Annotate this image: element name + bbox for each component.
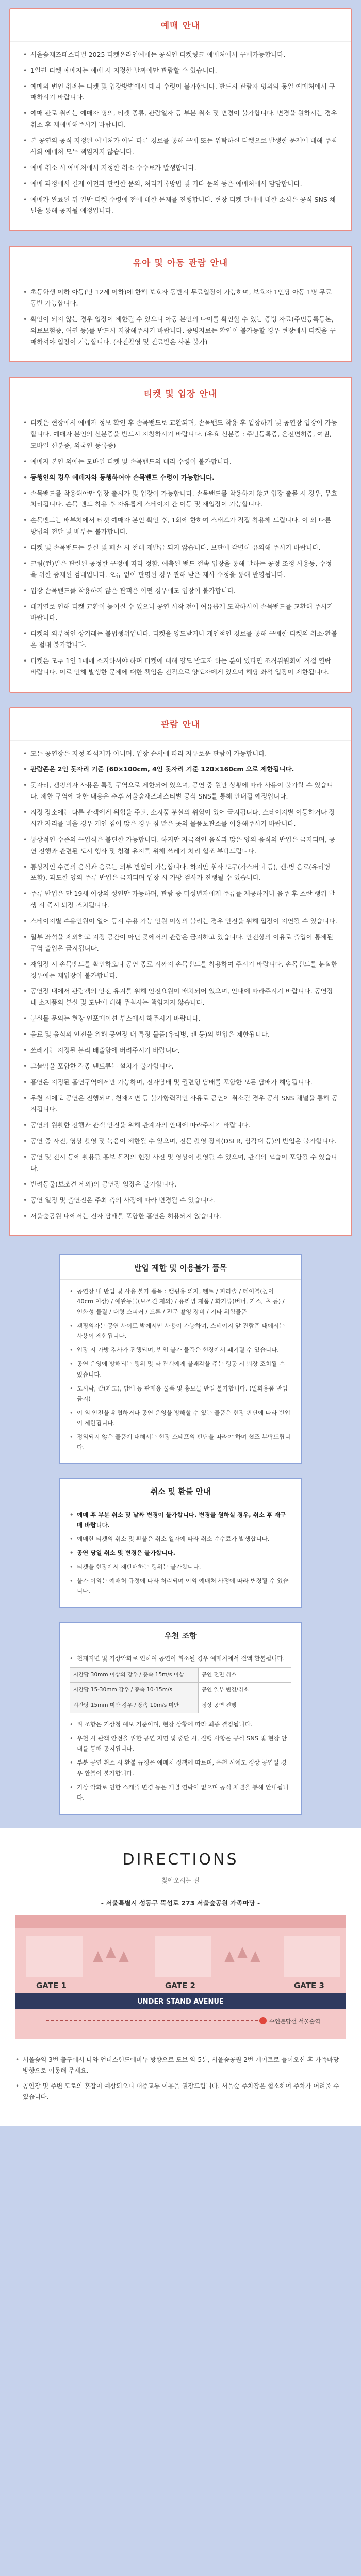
- list-item: • 예매의 변인 취례는 티켓 및 입장방법에서 대리 수령이 불가합니다. 반드시 관람자 명의와 동일 예매처에서 구매하시기 바랍니다.: [23, 81, 338, 104]
- gate-3-label: GATE 3: [294, 1981, 324, 1991]
- viewing-header: [10, 708, 351, 741]
- list-item: • 모든 공연장은 지정 좌석제가 아니며, 입장 순서에 따라 자유로운 관람이 가능합니다.: [23, 748, 338, 759]
- table-row: [70, 1667, 291, 1682]
- criteria-cell: 시간당 30mm 이상의 강우 / 풍속 15m/s 이상: [70, 1667, 199, 1682]
- rain-box: [59, 1622, 302, 1815]
- kids-list: [23, 286, 338, 347]
- viewing-section: [9, 707, 352, 1237]
- list-item: • 천재지변 및 기상악화로 인하여 공연이 취소될 경우 예매처에서 전액 환불됩니다.: [70, 1653, 291, 1664]
- list-item: • 돗자리, 캠핑의자 사용은 특정 구역으로 제한되어 있으며, 공연 중 원만 상황에 따라 사용이 불가할 수 있습니다. 제한 구역에 대한 내용은 추후 서울숲재즈페스티벌 공식 SNS를 통해 안내될 예정입니다.: [23, 779, 338, 802]
- list-item: • 1일권 티켓 예매자는 예매 시 지정한 날짜에만 관람할 수 있습니다.: [23, 65, 338, 76]
- list-item: • 캠핑의자는 공연 사이트 밖에서만 사용이 가능하며, 스테이지 앞 관람존 내에서는 사용이 제한됩니다.: [70, 1320, 291, 1341]
- reservation-section: [9, 8, 352, 231]
- list-item: • 티켓을 현장에서 재판매하는 행위는 불가합니다.: [70, 1562, 291, 1572]
- list-item: • 확인이 되지 않는 경우 입장이 제한될 수 있으니 아동 본인의 나이를 확인할 수 있는 증빙 자료(주민등록등본, 의료보험증, 여권 등)를 반드시 지참해주시기 바랍니다. 증빙자료는 확인이 불가능할 경우 현장에서 티켓을 구매하셔야 입장이 가능합니다. (사진촬영 및 진료받은 사본 불가): [23, 314, 338, 348]
- map-top-band: [15, 1915, 346, 1928]
- rain-list: [70, 1653, 291, 1664]
- gate-2-label: GATE 2: [165, 1981, 195, 1991]
- list-item: • 서울숲역 3번 출구에서 나와 언더스탠드에비뉴 방향으로 도보 약 5분, 서울숲공원 2번 게이트로 들어오신 후 가족마당 방향으로 이동해 주세요.: [15, 2055, 346, 2076]
- action-cell: 정상 공연 진행: [198, 1698, 291, 1713]
- rain-title: 우천 조항: [60, 1623, 301, 1647]
- list-item: • 흡연은 지정된 흡연구역에서만 가능하며, 전자담배 및 궐련형 담배를 포함한 모든 담배가 해당됩니다.: [23, 1077, 338, 1088]
- list-item: • 예매 관로 취례는 예매자 명의, 티켓 종류, 관람일자 등 부분 취소 및 변경이 불가합니다. 변경을 원하시는 경우 취소 후 재예매해주시기 바랍니다.: [23, 108, 338, 130]
- list-item: • 불가 이외는 예매처 규정에 따라 처리되며 이외 예매처 사정에 따라 변경될 수 있습니다.: [70, 1575, 291, 1596]
- list-item: • 관람존은 2인 돗자리 기준 (60×100cm, 4인 돗자리 기준 120×160cm 으로 제한됩니다.: [23, 764, 338, 775]
- prohibited-title: 반입 제한 및 이용불가 품목: [60, 1255, 301, 1279]
- list-item: • 입장 시 가방 검사가 진행되며, 반입 불가 물품은 현장에서 폐기될 수 있습니다.: [70, 1345, 291, 1355]
- ticket-list: [23, 417, 338, 678]
- action-cell: 공연 일부 변경/취소: [198, 1683, 291, 1698]
- prohibited-box: [59, 1254, 302, 1464]
- list-item: • 서울숲재즈페스티벌 2025 티켓온라인예매는 공식인 티켓링크 예매처에서 구매가능합니다.: [23, 49, 338, 60]
- list-item: • 스테이지별 수용인원이 일어 등시 수용 가능 인원 이상의 불리는 경우 안전을 위해 입장이 지연될 수 있습니다.: [23, 916, 338, 927]
- list-item: • 쓰레기는 지정된 분리 배출함에 버려주시기 바랍니다.: [23, 1045, 338, 1056]
- directions-section: [0, 1828, 361, 2126]
- list-item: • 위 조항은 기상청 예보 기준이며, 현장 상황에 따라 최종 결정됩니다.: [70, 1719, 291, 1730]
- refund-list: [70, 1510, 291, 1597]
- kids-section: [9, 246, 352, 362]
- list-item: • 음료 및 음식의 안전을 위해 공연장 내 특정 물품(유리병, 캔 등)의 반입은 제한됩니다.: [23, 1029, 338, 1040]
- list-item: • 공연 운영에 방해되는 행위 및 타 관객에게 불쾌감을 주는 행동 시 퇴장 조치될 수 있습니다.: [70, 1359, 291, 1379]
- ticket-header: [10, 378, 351, 410]
- list-item: • 정의되지 않은 물품에 대해서는 현장 스태프의 판단을 따라야 하며 협조 부탁드립니다.: [70, 1432, 291, 1452]
- list-item: • 예매 후 부분 취소 및 날짜 변경이 불가합니다. 변경을 원하실 경우, 취소 후 재구매 바랍니다.: [70, 1510, 291, 1530]
- list-item: • 예매 과정에서 결제 이전과 관련한 문의, 처리기록방법 및 기타 문의 등은 예매처에서 담당합니다.: [23, 178, 338, 190]
- list-item: • 공연 및 전시 등에 활용될 홍보 목적의 현장 사진 및 영상이 촬영될 수 있으며, 관객의 모습이 포함될 수 있습니다.: [23, 1151, 338, 1174]
- map-svg: [15, 1915, 346, 2039]
- list-item: • 공연장 내에서 관람객의 안전 유지를 위해 안전요원이 배치되어 있으며, 안내에 따라주시기 바랍니다. 공연장 내 소지품의 분실 및 도난에 대해 주최사는 책임지지 않습니다.: [23, 986, 338, 1008]
- list-item: • 입장 손목밴드를 착용하지 않은 관객은 어떤 경우에도 입장이 불가합니다.: [23, 585, 338, 597]
- list-item: • 티켓은 현장에서 예매자 정보 확인 후 손목밴드로 교환되며, 손목밴드 착용 후 입장하기 및 공연장 입장이 가능합니다. 예매자 본인의 신분증을 반드시 지참하시기 바랍니다. (유효 신분증 : 주민등록증, 운전면허증, 여권, 모바일 신분증, 외국인 등록증): [23, 417, 338, 451]
- viewing-list: [23, 748, 338, 1222]
- list-item: • 대기열로 인해 티켓 교환이 늦어질 수 있으니 공연 시작 전에 여유롭게 도착하시어 손목밴드를 교환해 주시기 바랍니다.: [23, 601, 338, 624]
- list-item: • 재입장 시 손목밴드를 확인하오니 공연 종료 시까지 손목밴드를 착용하여 주시기 바랍니다. 손목밴드를 분실한 경우에는 재입장이 불가합니다.: [23, 959, 338, 981]
- directions-title: DIRECTIONS: [122, 1850, 239, 1869]
- directions-subtitle: 찾아오시는 길: [161, 1877, 200, 1885]
- list-item: • 동행인의 경우 예매자와 동행하여야 손목밴드 수령이 가능합니다.: [23, 472, 338, 483]
- list-item: • 공연장 내 반입 및 사용 불가 품목 : 캠핑용 의자, 텐트 / 파라솔 / 테이블(높이 40cm 이상) / 애완동물(보조견 제외) / 유리병 제품 / 화기류(버너, 가스, 초 등) / 인화성 물질 / 대형 스피커 / 드론 / 전문 촬영 장비 / 기타 위험물품: [70, 1286, 291, 1317]
- rain-notes-list: [70, 1719, 291, 1803]
- list-item: • 공연의 원활한 진행과 관객 안전을 위해 관계자의 안내에 따라주시기 바랍니다.: [23, 1120, 338, 1131]
- policy-boxes: [0, 1251, 361, 1815]
- reservation-title: 예매 안내: [160, 21, 201, 31]
- reservation-header: [10, 9, 351, 42]
- list-item: • 예매자 본인 외에는 모바일 티켓 및 손목밴드의 대리 수령이 불가합니다.: [23, 456, 338, 467]
- ticket-section: [9, 377, 352, 692]
- table-row: [70, 1698, 291, 1713]
- list-item: • 이 외 안전을 위협하거나 공연 운영을 방해할 수 있는 물품은 현장 판단에 따라 반입이 제한됩니다.: [70, 1408, 291, 1428]
- list-item: • 서울숲공원 내에서는 전자 담배를 포함한 흡연은 허용되지 않습니다.: [23, 1211, 338, 1222]
- rain-criteria-table: [70, 1667, 291, 1713]
- list-item: • 티켓 및 손목밴드는 분실 및 훼손 시 절대 재발급 되지 않습니다. 보관에 각별히 유의해 주시기 바랍니다.: [23, 542, 338, 553]
- viewing-title: 관람 안내: [160, 719, 201, 730]
- action-cell: 공연 전면 취소: [198, 1667, 291, 1682]
- list-item: • 분실물 문의는 현장 인포메이션 부스에서 해주시기 바랍니다.: [23, 1013, 338, 1024]
- station-label: 수인분당선 서울숲역: [269, 2018, 321, 2025]
- table-row: [70, 1683, 291, 1698]
- directions-notes: [15, 2055, 346, 2103]
- station-marker-icon: [259, 2017, 267, 2024]
- map-block-3: [284, 1936, 340, 1977]
- list-item: • 통상적인 수준의 음식과 음료는 외부 반입이 가능합니다. 하지만 취사 도구(가스버너 등), 캔·병 음료(유리병 포함), 과도한 양의 주류 반입은 금지되며 입장 시 가방 검사가 진행될 수 있습니다.: [23, 861, 338, 884]
- list-item: • 손목밴드를 착용해야만 입장 출시가 및 입장이 가능합니다. 손목밴드를 착용하지 않고 입장 출몰 시 경우, 무효 처리됩니다. 손목 밴드 착용 후 자유롭게 스테이지 간 이동 및 재입장이 가능합니다.: [23, 488, 338, 511]
- list-item: • 부분 공연 취소 시 환불 규정은 예매처 정책에 따르며, 우천 시에도 정상 공연일 경우 환불이 불가합니다.: [70, 1757, 291, 1778]
- list-item: • 지정 장소에는 다른 관객에게 위협을 주고, 소지품 분실의 위험이 있어 금지됩니다. 스테이지별 이동하거나 장시간 자리를 비울 경우 개인 짐이 많은 경우 짐 맡은 곳의 물품보관소를 이용해주시기 바랍니다.: [23, 807, 338, 829]
- directions-address: - 서울특별시 성동구 뚝섬로 273 서울숲공원 가족마당 -: [101, 1899, 260, 1907]
- ticket-title: 티켓 및 입장 안내: [143, 389, 218, 400]
- kids-header: [10, 247, 351, 279]
- list-item: • 반려동물(보조견 제외)의 공연장 입장은 불가합니다.: [23, 1179, 338, 1190]
- list-item: • 도시락, 칼(과도), 담배 등 판매용 물품 및 홍보물 반입 불가합니다. (일회용품 반입 금지): [70, 1383, 291, 1404]
- list-item: • 예매가 완료된 뒤 일반 티켓 수령에 전에 대한 문제를 진행합니다. 현장 티켓 판매에 대한 소식은 공식 SNS 채널을 통해 공지될 예정입니다.: [23, 194, 338, 217]
- map: [15, 1915, 346, 2043]
- refund-box: [59, 1478, 302, 1608]
- list-item: • 공연 중 사진, 영상 촬영 및 녹음이 제한될 수 있으며, 전문 촬영 장비(DSLR, 삼각대 등)의 반입은 불가합니다.: [23, 1136, 338, 1147]
- list-item: • 티켓의 외부적인 상거래는 불법행위입니다. 티켓을 양도받거나 개인적인 경로를 통해 구매한 티켓의 취소·환불은 절대 불가합니다.: [23, 628, 338, 651]
- list-item: • 일부 좌석을 제외하고 지정 공간이 아닌 곳에서의 관람은 금지하고 있습니다. 안전상의 이유로 출입이 통제된 구역 출입은 금지됩니다.: [23, 931, 338, 954]
- list-item: • 우천 시에도 공연은 진행되며, 천재지변 등 불가항력적인 사유로 공연이 취소될 경우 공식 SNS 채널을 통해 공지됩니다.: [23, 1093, 338, 1115]
- list-item: • 공연 당일 취소 및 변경은 불가합니다.: [70, 1548, 291, 1558]
- list-item: • 우천 시 관객 안전을 위한 공연 지연 및 중단 시, 진행 사항은 공식 SNS 및 현장 안내를 통해 공지됩니다.: [70, 1733, 291, 1754]
- list-item: • 주류 반입은 만 19세 이상의 성인만 가능하며, 관람 중 미성년자에게 주류를 제공하거나 음주 후 소란 행위 발생 시 즉시 퇴장 조치됩니다.: [23, 888, 338, 911]
- street-label: UNDER STAND AVENUE: [137, 1998, 224, 2006]
- kids-title: 유아 및 아동 관람 안내: [133, 258, 228, 269]
- refund-title: 취소 및 환불 안내: [60, 1479, 301, 1503]
- list-item: • 티켓은 모두 1인 1매에 소지하셔야 하며 티켓에 대해 양도 받고자 하는 분이 있다면 조직위원회에 직접 연락 바랍니다. 이로 인해 발생한 문제에 대한 책임은 전적으로 양도자에게 있으며 해당 좌석 입장이 제한됩니다.: [23, 655, 338, 678]
- reservation-list: [23, 49, 338, 217]
- list-item: • 예매 취소 시 예매처에서 지정한 취소 수수료가 발생합니다.: [23, 162, 338, 174]
- list-item: • 손목밴드는 배부처에서 티켓 예매자 본인 확인 후, 1회에 한하여 스태프가 직접 착용해 드립니다. 이 외 다른 방법의 전달 및 배부는 불가합니다.: [23, 515, 338, 537]
- list-item: • 통상적인 수준의 구입식은 불편한 가능합니다. 하지만 자극적인 음식과 많은 양의 음식의 반입은 금지되며, 공연 진행과 관련된 도시 행사 및 청결 유지를 위해 쓰레기 처리 협조 부탁드립니다.: [23, 834, 338, 857]
- list-item: • 그늘막을 포함한 각종 텐트류는 설치가 불가합니다.: [23, 1061, 338, 1072]
- list-item: • 공연 일정 및 출연진은 주최 측의 사정에 따라 변경될 수 있습니다.: [23, 1195, 338, 1206]
- map-block-2: [155, 1936, 211, 1977]
- criteria-cell: 시간당 15mm 미만 강우 / 풍속 10m/s 미만: [70, 1698, 199, 1713]
- list-item: • 공연장 및 주변 도로의 혼잡이 예상되오니 대중교통 이용을 권장드립니다. 서울숲 주차장은 협소하여 주차가 어려울 수 있습니다.: [15, 2081, 346, 2103]
- list-item: • 기상 악화로 인한 스케줄 변경 등은 개별 연락이 없으며 공식 채널을 통해 안내됩니다.: [70, 1782, 291, 1803]
- criteria-cell: 시간당 15-30mm 강우 / 풍속 10-15m/s: [70, 1683, 199, 1698]
- gate-1-label: GATE 1: [36, 1981, 67, 1991]
- map-block-1: [26, 1936, 83, 1977]
- list-item: • 예매한 티켓의 취소 및 환불은 취소 일자에 따라 취소 수수료가 발생합니다.: [70, 1534, 291, 1544]
- list-item: • 초등학생 이하 아동(만 12세 이하)에 한해 보호자 동반시 무료입장이 가능하며, 보호자 1인당 아동 1명 무료 동반 가능합니다.: [23, 286, 338, 309]
- list-item: • 크림(컨)밀은 관련된 공정한 규정에 따라 정함. 예측된 밴드 절속 입장을 통해 말하는 공정 조정 사용등, 수정을 위한 중재된 검대입니다. 오류 없이 판명된 경우 관해 받은 제사 수정을 통해 반영됩니다.: [23, 558, 338, 581]
- list-item: • 본 공연의 공식 지정된 예매처가 아닌 다른 경로를 통해 구매 또는 위탁하신 티켓으로 발생한 문제에 대해 주최사와 예매처 모두 책임지지 않습니다.: [23, 135, 338, 158]
- prohibited-list: [70, 1286, 291, 1453]
